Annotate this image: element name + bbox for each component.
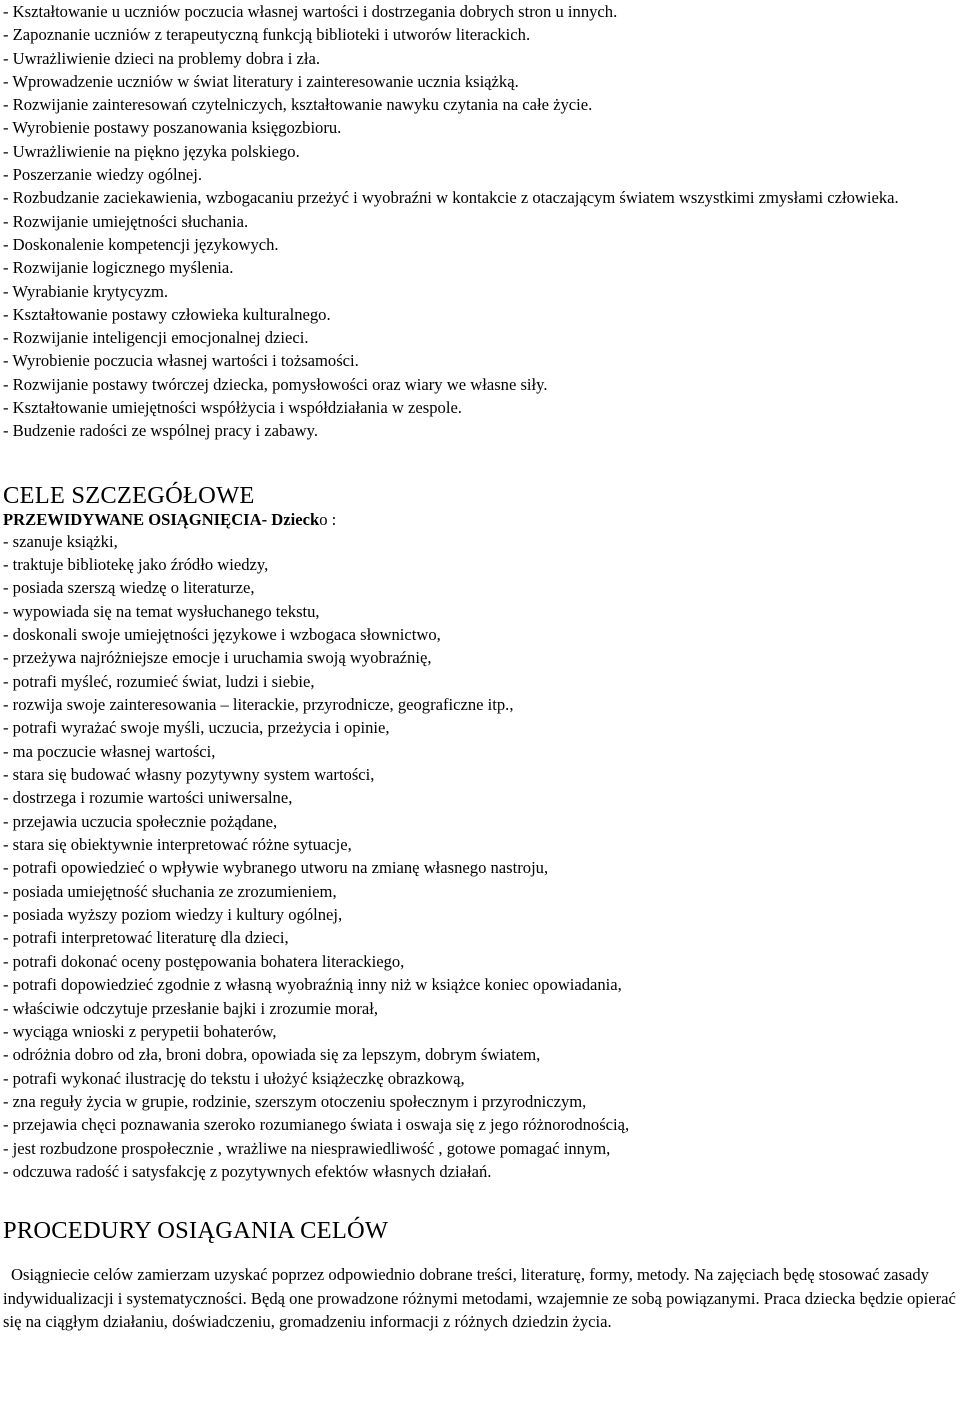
goal-item: - Rozbudzanie zaciekawienia, wzbogacaniu przeżyć i wyobraźni w kontakcie z otaczającym światem wszystkimi zmysłami człowieka.	[3, 188, 899, 208]
outcome-item: - właściwie odczytuje przesłanie bajki i zrozumie morał,	[3, 998, 379, 1018]
goal-item: - Rozwijanie umiejętności słuchania.	[3, 211, 249, 231]
outcome-item: - rozwija swoje zainteresowania – literackie, przyrodnicze, geograficzne itp.,	[3, 695, 514, 715]
goal-item: - Kształtowanie postawy człowieka kulturalnego.	[3, 304, 331, 324]
detailed-goals-heading: CELE SZCZEGÓŁOWE	[3, 481, 255, 509]
goal-item: - Kształtowanie u uczniów poczucia własnej wartości i dostrzegania dobrych stron u innych.	[3, 2, 618, 21]
goal-item: - Rozwijanie logicznego myślenia.	[3, 258, 234, 278]
outcome-item: - odróżnia dobro od zła, broni dobra, opowiada się za lepszym, dobrym światem,	[3, 1045, 541, 1065]
goal-item: - Zapoznanie uczniów z terapeutyczną funkcją biblioteki i utworów literackich.	[3, 25, 531, 45]
outcome-item: - jest rozbudzone prospołecznie , wrażliwe na niesprawiedliwość , gotowe pomagać innym,	[3, 1138, 611, 1158]
goal-item: - Rozwijanie postawy twórczej dziecka, pomysłowości oraz wiary we własne siły.	[3, 374, 548, 394]
outcome-item: - traktuje bibliotekę jako źródło wiedzy,	[3, 554, 269, 574]
outcome-item: - posiada szerszą wiedzę o literaturze,	[3, 578, 255, 598]
outcome-item: - potrafi dokonać oceny postępowania bohatera literackiego,	[3, 951, 405, 971]
goal-item: - Wyrobienie poczucia własnej wartości i tożsamości.	[3, 351, 359, 371]
expected-outcomes-list	[3, 530, 958, 1184]
outcome-item: - ma poczucie własnej wartości,	[3, 741, 216, 761]
outcome-item: - szanuje książki,	[3, 531, 118, 551]
outcome-item: - przejawia uczucia społecznie pożądane,	[3, 811, 278, 831]
outcome-item: - zna reguły życia w grupie, rodzinie, szerszym otoczeniu społecznym i przyrodniczym,	[3, 1091, 587, 1111]
outcome-item: - potrafi wykonać ilustrację do tekstu i ułożyć książeczkę obrazkową,	[3, 1068, 465, 1088]
procedures-paragraph-text: Osiągniecie celów zamierzam uzyskać poprzez odpowiednio dobrane treści, literaturę, formy, metody. Na zajęciach będę stosować zasady indywidualizacji i systematyczności. Będą one prowadzone różnymi metodami, wzajemnie ze sobą powiązanymi. Praca dziecka będzie opierać się na ciągłym działaniu, doświadczeniu, gromadzeniu informacji z różnych dziedzin życia.	[3, 1265, 956, 1332]
goal-item: - Wyrabianie krytycyzm.	[3, 281, 169, 301]
outcome-item: - dostrzega i rozumie wartości uniwersalne,	[3, 788, 293, 808]
outcome-item: - przeżywa najróżniejsze emocje i uruchamia swoją wyobraźnię,	[3, 648, 432, 668]
outcome-item: - potrafi interpretować literaturę dla dzieci,	[3, 928, 289, 948]
outcome-item: - stara się budować własny pozytywny system wartości,	[3, 765, 375, 785]
outcome-item: - posiada umiejętność słuchania ze zrozumieniem,	[3, 881, 337, 901]
goal-item: - Uwrażliwienie dzieci na problemy dobra i zła.	[3, 48, 320, 68]
goal-item: - Doskonalenie kompetencji językowych.	[3, 234, 279, 254]
outcome-item: - potrafi dopowiedzieć zgodnie z własną wyobraźnią inny niż w książce koniec opowiadania,	[3, 975, 622, 995]
goal-item: - Wprowadzenie uczniów w świat literatury i zainteresowanie ucznia książką.	[3, 71, 519, 91]
expected-outcomes-heading	[3, 510, 958, 530]
goal-item: - Rozwijanie zainteresowań czytelniczych, kształtowanie nawyku czytania na całe życie.	[3, 95, 593, 115]
outcome-item: - potrafi myśleć, rozumieć świat, ludzi i siebie,	[3, 671, 315, 691]
procedures-heading: PROCEDURY OSIĄGANIA CELÓW	[3, 1217, 389, 1245]
goal-item: - Uwrażliwienie na piękno języka polskiego.	[3, 141, 300, 161]
outcome-item: - potrafi opowiedzieć o wpływie wybranego utworu na zmianę własnego nastroju,	[3, 858, 549, 878]
outcome-item: - potrafi wyrażać swoje myśli, uczucia, przeżycia i opinie,	[3, 718, 390, 738]
expected-outcomes-heading-rest: o :	[319, 509, 337, 529]
expected-outcomes-heading-bold: PRZEWIDYWANE OSIĄGNIĘCIA- Dzieck	[3, 509, 320, 529]
outcome-item: - posiada wyższy poziom wiedzy i kultury ogólnej,	[3, 905, 343, 925]
goal-item: - Budzenie radości ze wspólnej pracy i zabawy.	[3, 421, 318, 441]
outcome-item: - wyciąga wnioski z perypetii bohaterów,	[3, 1021, 277, 1041]
general-goals-list	[3, 0, 958, 443]
goal-item: - Wyrobienie postawy poszanowania księgozbioru.	[3, 118, 342, 138]
outcome-item: - stara się obiektywnie interpretować różne sytuacje,	[3, 835, 352, 855]
goal-item: - Rozwijanie inteligencji emocjonalnej dzieci.	[3, 328, 309, 348]
outcome-item: - odczuwa radość i satysfakcję z pozytywnych efektów własnych działań.	[3, 1161, 492, 1181]
document-page	[3, 0, 958, 1334]
outcome-item: - wypowiada się na temat wysłuchanego tekstu,	[3, 601, 320, 621]
goal-item: - Poszerzanie wiedzy ogólnej.	[3, 165, 203, 185]
goal-item: - Kształtowanie umiejętności współżycia i współdziałania w zespole.	[3, 398, 462, 418]
outcome-item: - doskonali swoje umiejętności językowe i wzbogaca słownictwo,	[3, 625, 441, 645]
outcome-item: - przejawia chęci poznawania szeroko rozumianego świata i oswaja się z jego różnorodnością,	[3, 1115, 630, 1135]
procedures-paragraph	[3, 1263, 958, 1334]
